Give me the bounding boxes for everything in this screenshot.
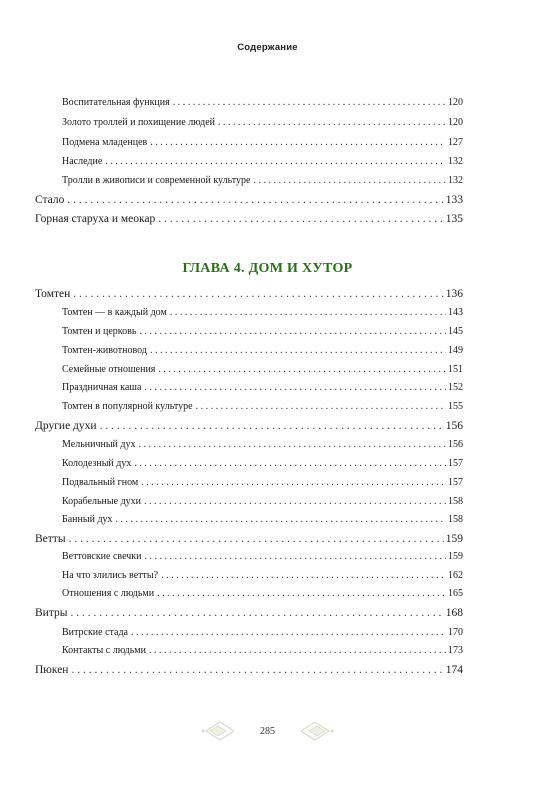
leader-dots — [141, 477, 446, 488]
toc-entry-title: Ветты — [35, 533, 66, 545]
leader-dots — [145, 551, 447, 562]
toc-entry-page: 159 — [445, 533, 463, 545]
page-footer — [0, 718, 535, 744]
toc-entry-page: 120 — [448, 117, 463, 128]
toc-entry-title: Контакты с людьми — [62, 645, 146, 656]
toc-entry — [62, 570, 463, 581]
leader-dots — [69, 533, 444, 545]
toc-entry-title: Витры — [35, 607, 68, 619]
toc-entry — [62, 514, 463, 525]
toc-entry-page: 155 — [448, 401, 463, 412]
leader-dots — [144, 496, 446, 507]
toc-entry-title: Отношения с людьми — [62, 588, 155, 599]
toc-entry-page: 151 — [448, 364, 463, 375]
toc-entry-title: Томтен — в каждый дом — [62, 307, 167, 318]
toc-entry-page: 174 — [445, 664, 463, 676]
toc-entry — [62, 439, 463, 450]
toc-entry-title: Тролли в живописи и современной культуре — [62, 175, 251, 186]
toc-entry-page: 145 — [448, 326, 463, 337]
leader-dots — [100, 420, 444, 432]
leader-dots — [150, 345, 446, 356]
toc-entry — [62, 401, 463, 412]
toc-entry — [62, 551, 463, 562]
right-ornament-icon — [301, 718, 335, 744]
leader-dots — [73, 288, 443, 300]
leader-dots — [158, 364, 446, 375]
leader-dots — [139, 326, 446, 337]
toc-entry — [62, 458, 463, 469]
toc-entry-title: Банный дух — [62, 514, 113, 525]
toc-entry-title: Стало — [35, 194, 65, 206]
toc-entry-page: 158 — [448, 496, 463, 507]
toc-entry-page: 133 — [445, 194, 463, 206]
toc-entry-page: 143 — [448, 307, 463, 318]
toc-entry-title: Томтен — [35, 288, 71, 300]
toc-entry-title: Другие духи — [35, 420, 97, 432]
toc-entry — [62, 137, 463, 148]
leader-dots — [134, 458, 446, 469]
toc-entry-title: Наследие — [62, 156, 103, 167]
toc-entry-title: На что злились ветты? — [62, 570, 159, 581]
running-header: Содержание — [237, 42, 298, 53]
leader-dots — [149, 645, 446, 656]
toc-entry-page: 173 — [448, 645, 463, 656]
toc-entry-page: 135 — [445, 213, 463, 225]
toc-entry — [62, 627, 463, 638]
toc-entry-title: Пюкен — [35, 664, 69, 676]
toc-entry-title: Томтен в популярной культуре — [62, 401, 193, 412]
leader-dots — [157, 588, 446, 599]
toc-entry-title: Горная старуха и меокар — [35, 213, 156, 225]
toc-entry-title: Воспитательная функция — [62, 97, 170, 108]
toc-entry-page: 156 — [448, 439, 463, 450]
leader-dots — [161, 570, 446, 581]
toc-entry — [35, 194, 463, 206]
leader-dots — [144, 382, 446, 393]
leader-dots — [71, 664, 443, 676]
toc-entry — [35, 607, 463, 619]
leader-dots — [131, 627, 446, 638]
leader-dots — [253, 175, 446, 186]
toc-entry-title: Веттовские свечки — [62, 551, 142, 562]
leader-dots — [158, 213, 443, 225]
toc-entry-page: 132 — [448, 156, 463, 167]
page-number: 285 — [260, 726, 275, 737]
toc-entry-page: 127 — [448, 137, 463, 148]
toc-entry — [62, 97, 463, 108]
toc-entry-page: 162 — [448, 570, 463, 581]
toc-entry — [62, 588, 463, 599]
toc-entry — [62, 477, 463, 488]
toc-entry-page: 157 — [448, 458, 463, 469]
toc-entry-page: 120 — [448, 97, 463, 108]
toc-entry-title: Томтен-животновод — [62, 345, 147, 356]
toc-entry-title: Витрские стада — [62, 627, 128, 638]
chapter-heading: ГЛАВА 4. ДОМ И ХУТОР — [182, 261, 353, 276]
toc-entry-page: 136 — [445, 288, 463, 300]
toc-entry-title: Семейные отношения — [62, 364, 156, 375]
toc-entry-title: Золото троллей и похищение людей — [62, 117, 216, 128]
toc-entry-page: 156 — [445, 420, 463, 432]
toc-entry — [62, 345, 463, 356]
toc-entry — [62, 382, 463, 393]
toc-entry — [35, 213, 463, 225]
toc-entry — [62, 326, 463, 337]
leader-dots — [67, 194, 443, 206]
leader-dots — [116, 514, 446, 525]
toc-entry-page: 170 — [448, 627, 463, 638]
leader-dots — [170, 307, 446, 318]
toc-entry-title: Томтен и церковь — [62, 326, 137, 337]
toc-entry — [62, 364, 463, 375]
toc-entry — [62, 156, 463, 167]
leader-dots — [70, 607, 443, 619]
toc-entry-page: 158 — [448, 514, 463, 525]
leader-dots — [139, 439, 447, 450]
toc-entry — [62, 175, 463, 186]
toc-entry-page: 149 — [448, 345, 463, 356]
toc-entry — [62, 496, 463, 507]
toc-entry-title: Мельничный дух — [62, 439, 136, 450]
toc-entry-title: Колодезный дух — [62, 458, 132, 469]
leader-dots — [218, 117, 446, 128]
toc-entry-page: 157 — [448, 477, 463, 488]
toc-entry-page: 165 — [448, 588, 463, 599]
toc-entry-title: Подвальный гном — [62, 477, 139, 488]
toc-entry-page: 152 — [448, 382, 463, 393]
toc-entry — [35, 533, 463, 545]
toc-entry — [62, 117, 463, 128]
toc-entry-page: 159 — [448, 551, 463, 562]
toc-entry — [35, 420, 463, 432]
leader-dots — [150, 137, 446, 148]
toc-entry — [35, 664, 463, 676]
leader-dots — [196, 401, 446, 412]
toc-entry-title: Корабельные духи — [62, 496, 142, 507]
toc-entry-page: 132 — [448, 175, 463, 186]
toc-entry — [62, 645, 463, 656]
leader-dots — [105, 156, 446, 167]
toc-entry-title: Праздничная каша — [62, 382, 142, 393]
toc-entry — [62, 307, 463, 318]
toc-entry — [35, 288, 463, 300]
leader-dots — [173, 97, 446, 108]
toc-entry-page: 168 — [445, 607, 463, 619]
toc-entry-title: Подмена младенцев — [62, 137, 148, 148]
